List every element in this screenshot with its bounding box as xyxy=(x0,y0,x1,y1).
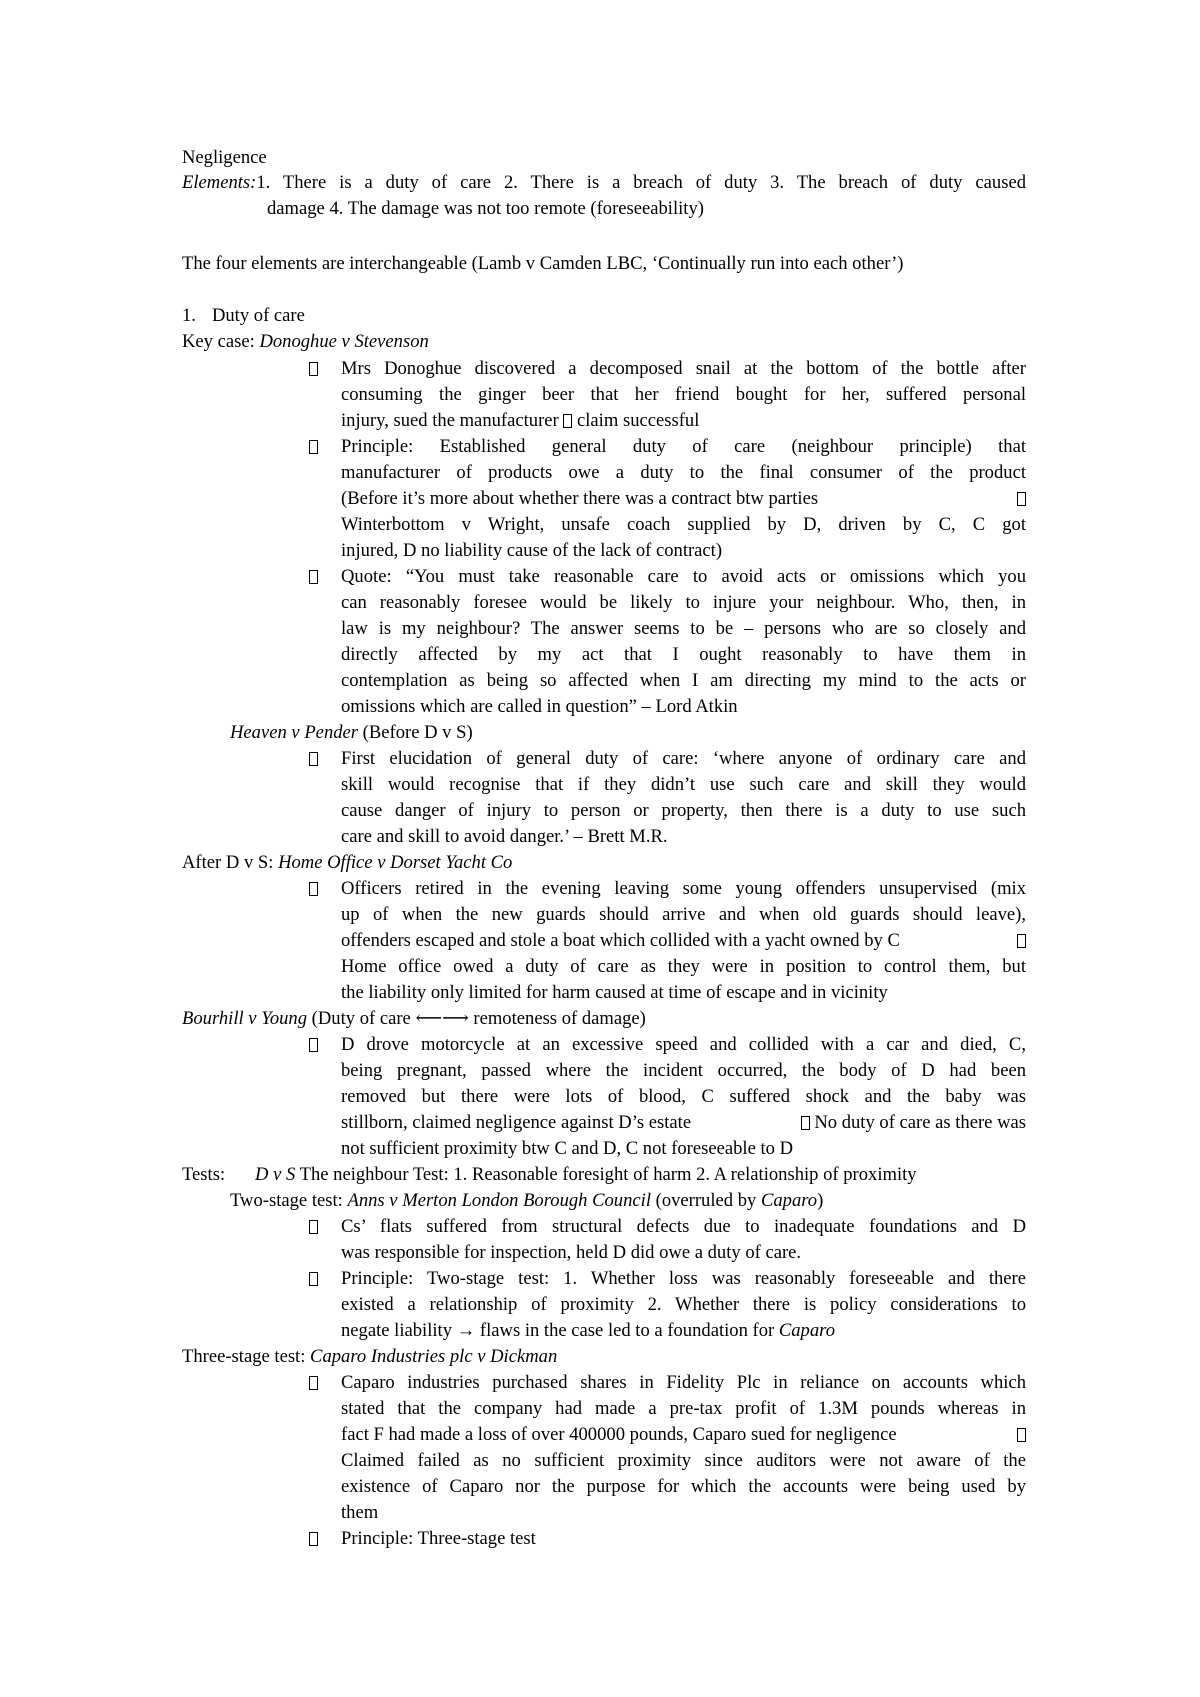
bullet-symbol xyxy=(309,746,318,772)
donoghue-b1-line: consuming the ginger beer that her friend bought for her, suffered personal xyxy=(341,384,1026,405)
bullet-symbol xyxy=(309,1526,318,1552)
placeholder-glyph xyxy=(1017,492,1026,506)
caparo-line: stated that the company had made a pre-tax profit of 1.3M pounds whereas in xyxy=(341,1398,1026,1419)
elements-line-1 xyxy=(182,170,1026,196)
placeholder-glyph xyxy=(1017,1428,1026,1442)
anns-principle-line: Principle: Two-stage test: 1. Whether loss was reasonably foreseeable and there xyxy=(341,1268,1026,1289)
placeholder-glyph xyxy=(801,1116,810,1130)
donoghue-b2-line: injured, D no liability cause of the lack of contract) xyxy=(341,540,723,561)
section-title: Duty of care xyxy=(211,305,305,326)
caparo-line: Caparo industries purchased shares in Fidelity Plc in reliance on accounts which xyxy=(341,1372,1026,1393)
bullet-symbol xyxy=(309,1370,318,1396)
elements-line-2: damage 4. The damage was not too remote (foreseeability) xyxy=(267,198,704,219)
caparo-line: Claimed failed as no sufficient proximity since auditors were not aware of the xyxy=(341,1450,1026,1471)
case-note: (overruled by xyxy=(650,1190,761,1211)
heaven-line: care and skill to avoid danger.’ – Brett M.R. xyxy=(341,826,668,847)
text-segment: claim successful xyxy=(572,410,700,431)
bullet-symbol xyxy=(309,356,318,382)
key-case-label: Key case: xyxy=(182,331,260,352)
donoghue-quote-line: can reasonably foresee would be likely to injure your neighbour. Who, then, in xyxy=(341,592,1026,613)
donoghue-quote-line: contemplation as being so affected when I am directing my mind to the acts or xyxy=(341,670,1026,691)
caparo-line: existence of Caparo nor the purpose for which the accounts were being used by xyxy=(341,1476,1026,1497)
bourhill-line: D drove motorcycle at an excessive speed and collided with a car and died, C, xyxy=(341,1034,1026,1055)
case-name: Anns v Merton London Borough Council xyxy=(347,1190,651,1211)
bullet-symbol xyxy=(309,876,318,902)
bourhill-line: being pregnant, passed where the incident occurred, the body of D had been xyxy=(341,1060,1026,1081)
bourhill-heading xyxy=(182,1006,646,1032)
three-stage-heading xyxy=(182,1344,557,1370)
tests-label: Tests: xyxy=(182,1164,226,1185)
donoghue-b1-line: Mrs Donoghue discovered a decomposed snail at the bottom of the bottle after xyxy=(341,358,1026,379)
text-segment: (Before it’s more about whether there was a contract btw parties xyxy=(341,488,819,509)
bullet-symbol xyxy=(309,1032,318,1058)
bullet-symbol xyxy=(309,564,318,590)
text-segment: negate liability → flaws in the case led to a foundation for xyxy=(341,1320,779,1341)
case-note: (Duty of care ⟵⟶ remoteness of damage) xyxy=(307,1008,646,1029)
home-office-line: up of when the new guards should arrive and when old guards should leave), xyxy=(341,904,1026,925)
test-case: D v S xyxy=(255,1164,296,1185)
donoghue-quote-line: Quote: “You must take reasonable care to avoid acts or omissions which you xyxy=(341,566,1026,587)
donoghue-b2-line: manufacturer of products owe a duty to the final consumer of the product xyxy=(341,462,1026,483)
text-segment: offenders escaped and stole a boat which collided with a yacht owned by C xyxy=(341,930,900,951)
case-name: Caparo xyxy=(760,1190,818,1211)
bullet-symbol xyxy=(309,1266,318,1292)
anns-principle-line xyxy=(341,1318,835,1344)
case-name: Home Office v Dorset Yacht Co xyxy=(278,852,513,873)
donoghue-b1-line xyxy=(341,408,699,434)
caparo-principle: Principle: Three-stage test xyxy=(341,1528,536,1549)
text-segment: stillborn, claimed negligence against D’s estate xyxy=(341,1112,692,1133)
home-office-line: Home office owed a duty of care as they were in position to control them, but xyxy=(341,956,1026,977)
bullet-symbol xyxy=(309,1214,318,1240)
test-text: The neighbour Test: 1. Reasonable foresight of harm 2. A relationship of proximity xyxy=(295,1164,917,1185)
doc-title: Negligence xyxy=(182,147,267,168)
heaven-heading xyxy=(230,720,473,746)
anns-line: Cs’ flats suffered from structural defects due to inadequate foundations and D xyxy=(341,1216,1026,1237)
placeholder-glyph xyxy=(563,414,572,428)
text-segment: No duty of care as there was xyxy=(809,1112,1026,1133)
elements-text-1: 1. There is a duty of care 2. There is a breach of duty 3. The breach of duty caused xyxy=(256,172,1026,193)
case-note: (Before D v S) xyxy=(358,722,473,743)
heading-prefix: After D v S: xyxy=(182,852,279,873)
bourhill-line: removed but there were lots of blood, C suffered shock and the baby was xyxy=(341,1086,1026,1107)
donoghue-quote-line: directly affected by my act that I ought reasonably to have them in xyxy=(341,644,1026,665)
case-name: Heaven v Pender xyxy=(230,722,359,743)
section-heading xyxy=(182,303,305,329)
home-office-line xyxy=(341,928,1026,954)
bourhill-line xyxy=(341,1110,1026,1136)
key-case-name: Donoghue v Stevenson xyxy=(259,331,429,352)
heaven-line: cause danger of injury to person or property, then there is a duty to use such xyxy=(341,800,1026,821)
heading-label: Three-stage test: xyxy=(182,1346,311,1367)
home-office-line: Officers retired in the evening leaving some young offenders unsupervised (mix xyxy=(341,878,1026,899)
donoghue-quote-line: law is my neighbour? The answer seems to be – persons who are so closely and xyxy=(341,618,1026,639)
caparo-line: them xyxy=(341,1502,379,1523)
case-name: Caparo xyxy=(778,1320,835,1341)
home-office-line: the liability only limited for harm caused at time of escape and in vicinity xyxy=(341,982,888,1003)
text-segment: fact F had made a loss of over 400000 pounds, Caparo sued for negligence xyxy=(341,1424,897,1445)
case-note: ) xyxy=(817,1190,824,1211)
two-stage-heading xyxy=(230,1188,823,1214)
text-segment: injury, sued the manufacturer xyxy=(341,410,564,431)
caparo-line xyxy=(341,1422,1026,1448)
section-number: 1. xyxy=(182,305,196,326)
donoghue-b2-line xyxy=(341,486,1026,512)
heaven-line: skill would recognise that if they didn’t use such care and skill they would xyxy=(341,774,1026,795)
donoghue-quote-line: omissions which are called in question” – Lord Atkin xyxy=(341,696,738,717)
donoghue-b2-line: Principle: Established general duty of care (neighbour principle) that xyxy=(341,436,1026,457)
case-name: Caparo Industries plc v Dickman xyxy=(310,1346,558,1367)
placeholder-glyph xyxy=(1017,934,1026,948)
heaven-line: First elucidation of general duty of care: ‘where anyone of ordinary care and xyxy=(341,748,1026,769)
key-case-line xyxy=(182,329,429,355)
anns-line: was responsible for inspection, held D did owe a duty of care. xyxy=(341,1242,802,1263)
case-name: Bourhill v Young xyxy=(182,1008,308,1029)
elements-label: Elements: xyxy=(182,172,257,193)
home-office-heading xyxy=(182,850,512,876)
heading-label: Two-stage test: xyxy=(230,1190,348,1211)
anns-principle-line: existed a relationship of proximity 2. Whether there is policy considerations to xyxy=(341,1294,1026,1315)
donoghue-b2-line: Winterbottom v Wright, unsafe coach supplied by D, driven by C, C got xyxy=(341,514,1026,535)
bullet-symbol xyxy=(309,434,318,460)
interchange-note: The four elements are interchangeable (Lamb v Camden LBC, ‘Continually run into each other’) xyxy=(182,253,904,274)
bourhill-line: not sufficient proximity btw C and D, C not foreseeable to D xyxy=(341,1138,794,1159)
neighbour-test-line xyxy=(255,1162,917,1188)
